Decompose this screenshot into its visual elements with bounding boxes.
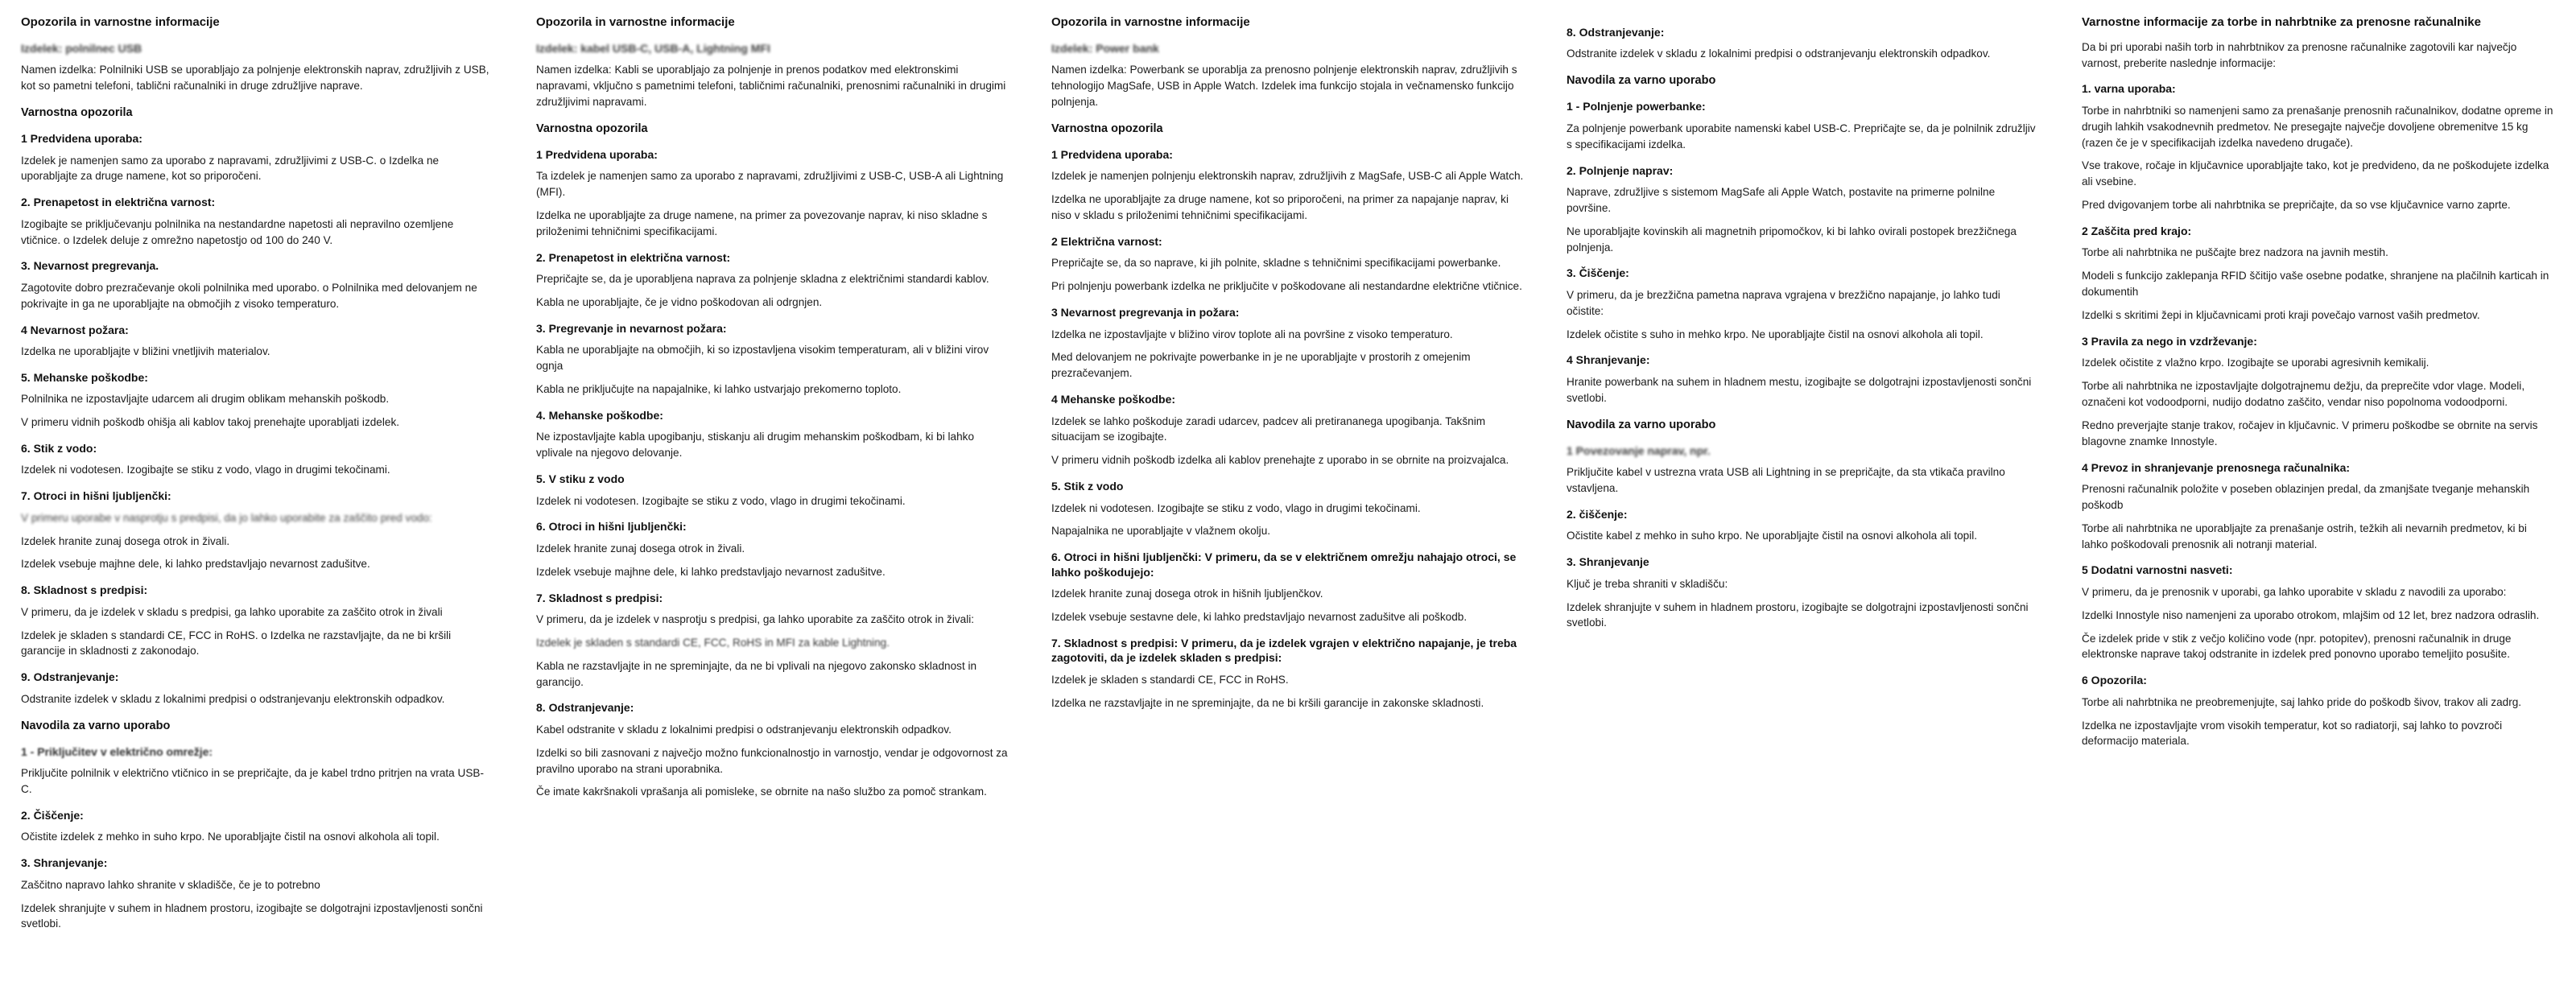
body-paragraph: Ne izpostavljajte kabla upogibanju, stiskanju ali drugim mehanskim poškodbam, ki bi lahko vplivale na njegovo delovanje.: [536, 431, 975, 460]
subsection-heading: 3. Shranjevanje:: [21, 856, 108, 870]
body-paragraph: Izdelek je namenjen samo za uporabo z napravami, združljivimi z USB-C. o Izdelka ne uporabljajte za druge namene, kot so priporočeni.: [21, 154, 440, 183]
body-paragraph: V primeru, da je brezžična pametna naprava vgrajena v brezžično napajanje, jo lahko tudi očistite:: [1567, 288, 2000, 317]
body-paragraph: Napajalnika ne uporabljajte v vlažnem okolju.: [1051, 525, 1271, 538]
body-paragraph: Izdelek ni vodotesen. Izogibajte se stiku z vodo, vlago in drugimi tekočinami.: [536, 494, 906, 507]
body-paragraph: Izdelek očistite s suho in mehko krpo. Ne uporabljajte čistil na osnovi alkohola ali topil.: [1567, 328, 1984, 340]
subsection-heading: 4 Shranjevanje:: [1567, 353, 1650, 367]
body-paragraph: Očistite kabel z mehko in suho krpo. Ne uporabljajte čistil na osnovi alkohola ali topil.: [1567, 530, 1978, 542]
subsection-heading: 8. Odstranjevanje:: [1567, 26, 1665, 39]
body-paragraph: Izdelek hranite zunaj dosega otrok in živali.: [21, 534, 230, 547]
text-column: [1546, 14, 2061, 1006]
body-paragraph: Kabla ne razstavljajte in ne spreminjajte, da ne bi vplivali na njegovo zakonsko skladnost in garancijo.: [536, 659, 977, 688]
body-paragraph: Med delovanjem ne pokrivajte powerbanke in je ne uporabljajte v prostorih z omejenim prezračevanjem.: [1051, 351, 1471, 380]
text-column: [2061, 14, 2576, 1006]
body-paragraph: V primeru, da je izdelek v nasprotju s predpisi, ga lahko uporabite za zaščito otrok in živali:: [536, 613, 975, 626]
body-paragraph: Vse trakove, ročaje in ključavnice uporabljajte tako, kot je predvideno, da ne poškodujete izdelka ali vsebine.: [2082, 159, 2549, 188]
section-heading: Navodila za varno uporabo: [21, 719, 171, 732]
body-paragraph: Ključ je treba shraniti v skladišču:: [1567, 577, 1728, 590]
subsection-heading: 5. Stik z vodo: [1051, 480, 1124, 493]
section-title: Opozorila in varnostne informacije: [536, 15, 735, 29]
body-paragraph: Namen izdelka: Polnilniki USB se uporabljajo za polnjenje elektronskih naprav, združljivih z USB, kot so pametni telefoni, tablični računalniki in druge združljive naprave.: [21, 64, 489, 93]
subsection-heading: Izdelek: Power bank: [1051, 41, 1159, 55]
body-paragraph: Izdelek hranite zunaj dosega otrok in hišnih ljubljenčkov.: [1051, 588, 1323, 600]
section-heading: Navodila za varno uporabo: [1567, 74, 1716, 88]
body-paragraph: Redno preverjajte stanje trakov, ročajev in ključavnic. V primeru poškodbe se obrnite na servis blagovne znamke Innostyle.: [2082, 418, 2538, 447]
body-paragraph: Ta izdelek je namenjen samo za uporabo z napravami, združljivimi z USB-C, USB-A ali Lightning (MFI).: [536, 170, 1004, 199]
body-paragraph: Izdelka ne razstavljajte in ne spreminjajte, da ne bi kršili garancije in zakonske skladnosti.: [1051, 696, 1484, 709]
body-paragraph: Odstranite izdelek v skladu z lokalnimi predpisi o odstranjevanju elektronskih odpadkov.: [21, 692, 445, 705]
subsection-heading: 2. Prenapetost in električna varnost:: [536, 250, 731, 264]
subsection-heading: 6. Otroci in hišni ljubljenčki:: [536, 520, 687, 534]
body-paragraph: Ne uporabljajte kovinskih ali magnetnih pripomočkov, ki bi lahko ovirali postopek brezžičnega polnjenja.: [1567, 225, 2017, 254]
body-paragraph: Izdelek je skladen s standardi CE, FCC in RoHS.: [1051, 673, 1289, 686]
subsection-heading: 4 Nevarnost požara:: [21, 323, 129, 336]
body-paragraph: Izdelek je skladen s standardi CE, FCC in RoHS. o Izdelka ne razstavljajte, da ne bi kršili garancije in skladnosti z zakonodajo.: [21, 629, 452, 658]
text-column: [1030, 14, 1546, 1006]
body-paragraph: Torbe ali nahrbtnika ne uporabljajte za prenašanje ostrih, težkih ali nevarnih predmetov, ki bi lahko poškodovali prenosnik ali notranji material.: [2082, 522, 2527, 550]
body-paragraph: Izdelka ne izpostavljajte vrom visokih temperatur, kot so radiatorji, saj lahko to povzroči deformacijo materiala.: [2082, 719, 2503, 748]
subsection-heading: 1 Povezovanje naprav, npr.: [1567, 443, 1711, 457]
subsection-heading: 8. Skladnost s predpisi:: [21, 583, 148, 597]
body-paragraph: Izogibajte se priključevanju polnilnika na nestandardne napetosti ali nepravilno ozemljene vtičnice. o Izdelek deluje z omrežno napetostjo od 100 do 240 V.: [21, 217, 454, 246]
subsection-heading: 3. Shranjevanje: [1567, 555, 1649, 569]
body-paragraph: Odstranite izdelek v skladu z lokalnimi predpisi o odstranjevanju elektronskih odpadkov.: [1567, 47, 1991, 60]
subsection-heading: 7. Otroci in hišni ljubljenčki:: [21, 489, 171, 503]
subsection-heading: 6 Opozorila:: [2082, 674, 2147, 687]
subsection-heading: Izdelek: kabel USB-C, USB-A, Lightning MFI: [536, 41, 770, 55]
body-paragraph: Izdelek je namenjen polnjenju elektronskih naprav, združljivih z MagSafe, USB-C ali Apple Watch.: [1051, 170, 1524, 183]
subsection-heading: 5 Dodatni varnostni nasveti:: [2082, 563, 2233, 577]
body-paragraph: V primeru, da je izdelek v skladu s predpisi, ga lahko uporabite za zaščito otrok in živali: [21, 605, 443, 618]
body-paragraph: Namen izdelka: Powerbank se uporablja za prenosno polnjenje elektronskih naprav, združljivih s tehnologijo MagSafe, USB in Apple Watch. Izdelek ima funkcijo stojala in večnamensko funkcijo polnjenja.: [1051, 64, 1517, 108]
body-paragraph: Izdelek ni vodotesen. Izogibajte se stiku z vodo, vlago in drugimi tekočinami.: [1051, 501, 1421, 514]
body-paragraph: Za polnjenje powerbank uporabite namenski kabel USB-C. Prepričajte se, da je polnilnik združljiv s specifikacijami izdelka.: [1567, 122, 2036, 150]
subsection-heading: 1 Predvidena uporaba:: [1051, 147, 1173, 161]
section-heading: Varnostna opozorila: [21, 105, 133, 119]
subsection-heading: 6. Stik z vodo:: [21, 442, 97, 456]
body-paragraph: Pred dvigovanjem torbe ali nahrbtnika se prepričajte, da so vse ključavnice varno zaprte.: [2082, 199, 2511, 212]
subsection-heading: 1. varna uporaba:: [2082, 82, 2176, 96]
body-paragraph: Izdelek shranjujte v suhem in hladnem prostoru, izogibajte se dolgotrajni izpostavljenosti sončni svetlobi.: [21, 901, 483, 930]
body-paragraph: Torbe ali nahrbtnika ne puščajte brez nadzora na javnih mestih.: [2082, 246, 2388, 259]
subsection-heading: 3 Pravila za nego in vzdrževanje:: [2082, 334, 2257, 348]
body-paragraph: Izdelek vsebuje majhne dele, ki lahko predstavljajo nevarnost zadušitve.: [21, 558, 370, 571]
body-paragraph: Izdelka ne uporabljajte za druge namene, na primer za povezovanje naprav, ki niso skladne s priloženimi tehničnimi specifikacijami.: [536, 209, 988, 237]
subsection-heading: 7. Skladnost s predpisi: V primeru, da je izdelek vgrajen v električno napajanje, je treba zagotoviti, da je izdelek skladen s predpisi:: [1051, 636, 1517, 665]
section-title: Opozorila in varnostne informacije: [1051, 15, 1250, 29]
subsection-heading: 7. Skladnost s predpisi:: [536, 591, 663, 604]
body-paragraph: Izdelki so bili zasnovani z največjo možno funkcionalnostjo in varnostjo, vendar je odgovornost za pravilno uporabo na strani uporabnika.: [536, 746, 1008, 775]
body-paragraph: Kabla ne uporabljajte, če je vidno poškodovan ali odrgnjen.: [536, 296, 823, 309]
subsection-heading: 2. čiščenje:: [1567, 507, 1628, 521]
body-paragraph: Da bi pri uporabi naših torb in nahrbtnikov za prenosne računalnike zagotovili kar največjo varnost, preberite naslednje informacije:: [2082, 40, 2517, 69]
body-paragraph: Pri polnjenju powerbank izdelka ne priključite v poškodovane ali nestandardne električne vtičnice.: [1051, 280, 1522, 293]
subsection-heading: 2. Polnjenje naprav:: [1567, 163, 1674, 177]
body-paragraph: Izdelek ni vodotesen. Izogibajte se stiku z vodo, vlago in drugimi tekočinami.: [21, 464, 390, 476]
text-column: [0, 14, 515, 1006]
body-paragraph: Izdelki s skritimi žepi in ključavnicami proti kraji povečajo varnost vaših predmetov.: [2082, 309, 2480, 322]
body-paragraph: Izdelek se lahko poškoduje zaradi udarcev, padcev ali pretirananega upogibanja. Takšnim situacijam se izogibajte.: [1051, 414, 1486, 443]
body-paragraph: Zagotovite dobro prezračevanje okoli polnilnika med uporabo. o Polnilnika med delovanjem ne pokrivajte in ga ne uporabljajte na območjih z visoko temperaturo.: [21, 281, 477, 310]
body-paragraph: Če izdelek pride v stik z večjo količino vode (npr. potopitev), prenosni računalnik in druge elektronske naprave takoj odstranite in izdelek pred ponovno uporabo temeljito posušite.: [2082, 632, 2512, 661]
body-paragraph: Priključite kabel v ustrezna vrata USB ali Lightning in se prepričajte, da sta vtikača pravilno vstavljena.: [1567, 466, 2005, 495]
body-paragraph: Kabla ne uporabljajte na območjih, ki so izpostavljena visokim temperaturam, ali v bližini virov ognja: [536, 344, 989, 373]
body-paragraph: Zaščitno napravo lahko shranite v skladišče, če je to potrebno: [21, 878, 320, 891]
body-paragraph: Če imate kakršnakoli vprašanja ali pomisleke, se obrnite na našo službo za pomoč strankam.: [536, 785, 987, 798]
subsection-heading: 2. Čiščenje:: [21, 808, 84, 822]
body-paragraph: V primeru, da je prenosnik v uporabi, ga lahko uporabite v skladu z navodili za uporabo:: [2082, 585, 2507, 598]
body-paragraph: Torbe in nahrbtniki so namenjeni samo za prenašanje prenosnih računalnikov, dodatne opreme in drugih lahkih vsakodnevnih predmetov. Ne presegajte največje dovoljene obremenitve 15 kg (razen če je v specifikacijah izdelka navedeno drugače).: [2082, 104, 2553, 149]
subsection-heading: 2. Prenapetost in električna varnost:: [21, 196, 216, 209]
body-paragraph: Torbe ali nahrbtnika ne preobremenjujte, saj lahko pride do poškodb šivov, trakov ali zadrg.: [2082, 695, 2522, 708]
text-column: [515, 14, 1030, 1006]
subsection-heading: 1 - Polnjenje powerbanke:: [1567, 100, 1706, 113]
section-title: Opozorila in varnostne informacije: [21, 15, 220, 29]
subsection-heading: 2 Zaščita pred krajo:: [2082, 225, 2192, 238]
body-paragraph: Prepričajte se, da je uporabljena naprava za polnjenje skladna z električnimi standardi kablov.: [536, 273, 989, 286]
body-paragraph: Prepričajte se, da so naprave, ki jih polnite, skladne s tehničnimi specifikacijami powerbanke.: [1051, 257, 1501, 270]
body-paragraph: Polnilnika ne izpostavljajte udarcem ali drugim oblikam mehanskih poškodb.: [21, 393, 390, 406]
body-paragraph: V primeru vidnih poškodb izdelka ali kablov prenehajte z uporabo in se obrnite na proizvajalca.: [1051, 454, 1509, 467]
body-paragraph: Hranite powerbank na suhem in hladnem mestu, izogibajte se dolgotrajni izpostavljenosti sončni svetlobi.: [1567, 375, 2032, 404]
section-heading: Navodila za varno uporabo: [1567, 418, 1716, 431]
body-paragraph: Izdelki Innostyle niso namenjeni za uporabo otrokom, mlajšim od 12 let, brez nadzora odraslih.: [2082, 608, 2540, 621]
body-paragraph: Kabla ne priključujte na napajalnike, ki lahko ustvarjajo prekomerno toploto.: [536, 383, 902, 396]
body-paragraph: Naprave, združljive s sistemom MagSafe ali Apple Watch, postavite na primerne polnilne površine.: [1567, 186, 1996, 214]
body-paragraph: Prenosni računalnik položite v poseben oblazinjen predal, da zmanjšate tveganje mehanskih poškodb: [2082, 483, 2530, 511]
subsection-heading: 6. Otroci in hišni ljubljenčki: V primeru, da se v električnem omrežju nahajajo otroci, se lahko poškodujejo:: [1051, 550, 1517, 579]
body-paragraph: Kabel odstranite v skladu z lokalnimi predpisi o odstranjevanju elektronskih odpadkov.: [536, 723, 952, 736]
subsection-heading: 4. Mehanske poškodbe:: [536, 408, 663, 422]
subsection-heading: 3. Pregrevanje in nevarnost požara:: [536, 321, 727, 335]
body-paragraph: Izdelek hranite zunaj dosega otrok in živali.: [536, 542, 745, 555]
subsection-heading: 9. Odstranjevanje:: [21, 670, 119, 684]
body-paragraph: V primeru uporabe v nasprotju s predpisi, da jo lahko uporabite za zaščito pred vodo:: [21, 511, 432, 524]
body-paragraph: V primeru vidnih poškodb ohišja ali kablov takoj prenehajte uporabljati izdelek.: [21, 416, 400, 429]
body-paragraph: Očistite izdelek z mehko in suho krpo. Ne uporabljajte čistil na osnovi alkohola ali topil.: [21, 831, 440, 843]
body-paragraph: Izdelek vsebuje sestavne dele, ki lahko predstavljajo nevarnost zadušitve ali poškodb.: [1051, 611, 1468, 624]
subsection-heading: 2 Električna varnost:: [1051, 234, 1162, 248]
subsection-heading: 4 Prevoz in shranjevanje prenosnega računalnika:: [2082, 460, 2351, 474]
subsection-heading: 1 Predvidena uporaba:: [536, 147, 658, 161]
subsection-heading: 3. Čiščenje:: [1567, 266, 1629, 280]
subsection-heading: 8. Odstranjevanje:: [536, 701, 634, 715]
subsection-heading: Izdelek: polnilnec USB: [21, 41, 142, 55]
subsection-heading: 5. V stiku z vodo: [536, 472, 625, 486]
body-paragraph: Izdelek očistite z vlažno krpo. Izogibajte se uporabi agresivnih kemikalij.: [2082, 357, 2429, 369]
subsection-heading: 5. Mehanske poškodbe:: [21, 370, 148, 384]
section-heading: Varnostna opozorila: [1051, 122, 1163, 135]
subsection-heading: 1 - Priključitev v električno omrežje:: [21, 744, 213, 758]
body-paragraph: Izdelek shranjujte v suhem in hladnem prostoru, izogibajte se dolgotrajni izpostavljenosti sončni svetlobi.: [1567, 600, 2029, 629]
body-paragraph: Namen izdelka: Kabli se uporabljajo za polnjenje in prenos podatkov med elektronskimi napravami, vključno s pametnimi telefoni, tabličnimi računalniki, prenosnimi računalniki in drugimi združljivimi napravami.: [536, 64, 1006, 108]
subsection-heading: 1 Predvidena uporaba:: [21, 132, 142, 146]
body-paragraph: Izdelka ne uporabljajte v bližini vnetljivih materialov.: [21, 345, 270, 358]
subsection-heading: 4 Mehanske poškodbe:: [1051, 393, 1176, 406]
body-paragraph: Torbe ali nahrbtnika ne izpostavljajte dolgotrajnemu dežju, da preprečite vdor vlage. Modeli, označeni kot vodoodporni, nudijo dodatno zaščito, vendar niso popolnoma vodoodporni.: [2082, 380, 2525, 409]
body-paragraph: Izdelek je skladen s standardi CE, FCC, RoHS in MFI za kable Lightning.: [536, 636, 890, 649]
body-paragraph: Modeli s funkcijo zaklepanja RFID ščitijo vaše osebne podatke, shranjene na plačilnih karticah in dokumentih: [2082, 270, 2549, 299]
subsection-heading: 3 Nevarnost pregrevanja in požara:: [1051, 306, 1240, 320]
section-title: Varnostne informacije za torbe in nahrbtnike za prenosne računalnike: [2082, 15, 2481, 29]
body-paragraph: Izdelek vsebuje majhne dele, ki lahko predstavljajo nevarnost zadušitve.: [536, 565, 886, 578]
section-heading: Varnostna opozorila: [536, 122, 648, 135]
body-paragraph: Izdelka ne izpostavljajte v bližino virov toplote ali na površine z visoko temperaturo.: [1051, 328, 1453, 340]
subsection-heading: 3. Nevarnost pregrevanja.: [21, 259, 159, 273]
body-paragraph: Izdelka ne uporabljajte za druge namene, kot so priporočeni, na primer za napajanje naprav, ki niso v skladu s priloženimi tehničnimi specifikacijami.: [1051, 193, 1509, 222]
body-paragraph: Priključite polnilnik v električno vtičnico in se prepričajte, da je kabel trdno pritrjen na vrata USB-C.: [21, 767, 484, 796]
